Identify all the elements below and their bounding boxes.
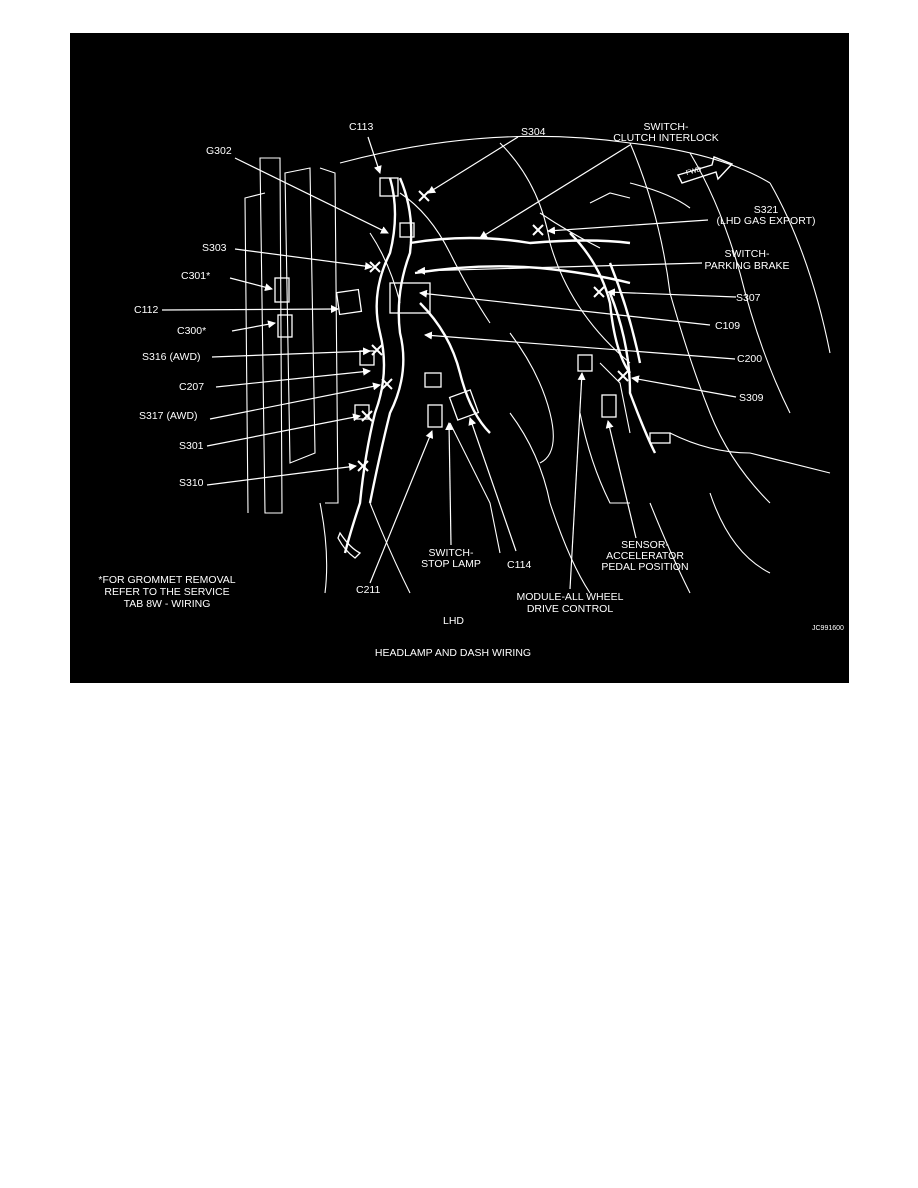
label-parking-brake-2: PARKING BRAKE (704, 260, 790, 272)
leader-c300 (232, 323, 275, 331)
leader-c112 (162, 309, 338, 310)
splice-s304-marker (419, 191, 429, 201)
label-s303: S303 (202, 242, 227, 254)
label-s301: S301 (179, 440, 204, 452)
label-g302: G302 (206, 145, 232, 157)
leader-s307 (608, 292, 736, 297)
leader-clutch-interlock (480, 145, 630, 238)
label-c301: C301* (181, 270, 211, 282)
label-s316: S316 (AWD) (142, 351, 201, 363)
label-c200: C200 (737, 353, 763, 365)
leader-s309 (632, 378, 736, 397)
label-fwd: FWD (685, 165, 703, 178)
label-clutch-interlock-1: SWITCH- (643, 121, 689, 133)
leader-c109 (420, 293, 710, 325)
splice-s307-marker (594, 287, 604, 297)
label-c112: C112 (134, 304, 159, 316)
label-c211: C211 (356, 584, 381, 596)
label-c207: C207 (179, 381, 205, 393)
label-s307: S307 (736, 292, 761, 304)
label-s310: S310 (179, 477, 204, 489)
label-c109: C109 (715, 320, 741, 332)
label-s317: S317 (AWD) (139, 410, 198, 422)
figure-id: JC991600 (812, 625, 844, 632)
splice-s321-marker (533, 225, 543, 235)
label-s309: S309 (739, 392, 764, 404)
label-sensor-2: ACCELERATOR (606, 550, 684, 562)
label-c114: C114 (507, 559, 532, 571)
leader-s321 (548, 220, 708, 231)
label-s321-2: (LHD GAS EXPORT) (716, 215, 816, 227)
label-grommet-note-3: TAB 8W - WIRING (123, 598, 211, 610)
wire-harness (345, 178, 655, 553)
leader-awd-module (570, 373, 582, 589)
label-parking-brake-1: SWITCH- (724, 248, 770, 260)
label-grommet-note-2: REFER TO THE SERVICE (104, 586, 230, 598)
leader-s303 (235, 249, 372, 267)
leader-s316 (212, 351, 370, 357)
leader-c301 (230, 278, 272, 289)
label-sensor-3: PEDAL POSITION (601, 561, 689, 573)
components (275, 178, 670, 558)
wiring-figure (70, 33, 849, 683)
label-module-awd-1: MODULE-ALL WHEEL (516, 591, 624, 603)
label-lhd: LHD (443, 615, 465, 627)
leader-s304 (428, 137, 518, 193)
leader-g302 (235, 158, 388, 233)
leader-c114 (470, 418, 516, 551)
label-clutch-interlock-2: CLUTCH INTERLOCK (613, 132, 719, 144)
label-s321-1: S321 (753, 204, 779, 216)
leader-stop-lamp (449, 423, 451, 545)
leader-c207 (216, 371, 370, 387)
leader-lines (162, 137, 736, 589)
label-module-awd-2: DRIVE CONTROL (526, 603, 614, 615)
label-sensor-1: SENSOR- (621, 539, 669, 551)
splice-s316-marker (372, 345, 382, 355)
splice-markers (358, 191, 628, 471)
label-grommet-note-1: *FOR GROMMET REMOVAL (98, 574, 236, 586)
label-stop-lamp-1: SWITCH- (428, 547, 474, 559)
label-s304: S304 (521, 126, 546, 138)
label-c113: C113 (349, 121, 374, 133)
figure-caption: HEADLAMP AND DASH WIRING (374, 647, 532, 659)
splice-s309-marker (618, 371, 628, 381)
label-c300: C300* (177, 325, 207, 337)
label-stop-lamp-2: STOP LAMP (421, 558, 481, 570)
leader-accelerator-sensor (608, 421, 636, 538)
leader-c113 (368, 137, 380, 173)
